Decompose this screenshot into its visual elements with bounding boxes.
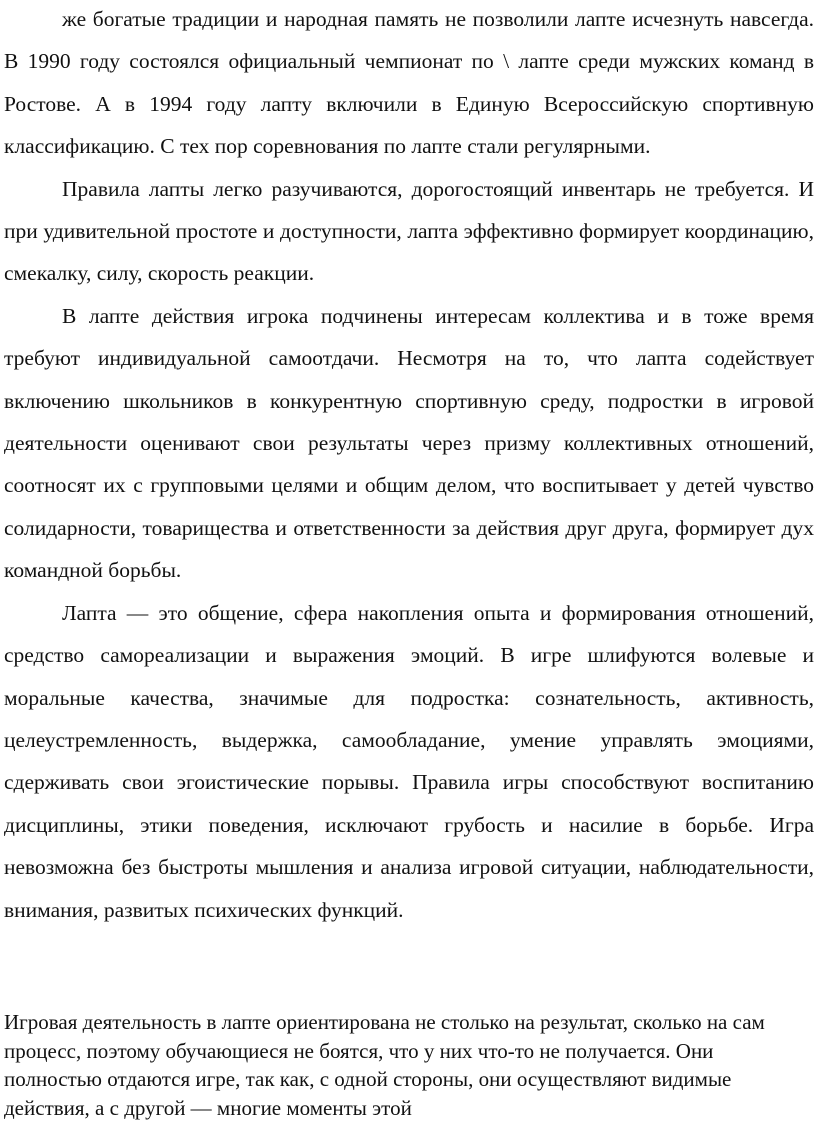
document-body xyxy=(4,0,814,931)
document-tail xyxy=(4,1008,814,1122)
paragraph-continuation: же богатые традиции и народная память не позволили лапте исчезнуть навсегда. В 1990 году состоялся официальный чемпионат по \ лапте среди мужских команд в Ростове. А в 1994 году лапту включили в Единую Всероссийскую спортивную классификацию. С тех пор соревнования по лапте стали регулярными. xyxy=(4,7,814,159)
paragraph-rules: Правила лапты легко разучиваются, дорогостоящий инвентарь не требуется. И при удивительной простоте и доступности, лапта эффективно формирует координацию, смекалку, силу, скорость реакции. xyxy=(4,176,814,286)
paragraph-collective: В лапте действия игрока подчинены интересам коллектива и в тоже время требуют индивидуальной самоотдачи. Несмотря на то, что лапта содействует включению школьников в конкурентную спортивную среду, подростки в игровой деятельности оценивают свои результаты через призму коллективных отношений, соотносят их с групповыми целями и общим делом, что воспитывает у детей чувство солидарности, товарищества и ответственности за действия друг друга, формирует дух командной борьбы. xyxy=(4,303,814,583)
paragraph-communication: Лапта — это общение, сфера накопления опыта и формирования отношений, средство самореализации и выражения эмоций. В игре шлифуются волевые и моральные качества, значимые для подростка: сознательность, активность, целеустремленность, выдержка, самообладание, умение управлять эмоциями, сдерживать свои эгоистические порывы. Правила игры способствуют воспитанию дисциплины, этики поведения, исключают грубость и насилие в борьбе. Игра невозможна без быстроты мышления и анализа игровой ситуации, наблюдательности, внимания, развитых психических функций. xyxy=(4,600,814,922)
paragraph-process: Игровая деятельность в лапте ориентирована не столько на результат, сколько на сам процесс, поэтому обучающиеся не боятся, что у них что-то не получается. Они полностью отдаются игре, так как, с одной стороны, они осуществляют видимые действия, а с другой — многие моменты этой xyxy=(4,1010,765,1120)
